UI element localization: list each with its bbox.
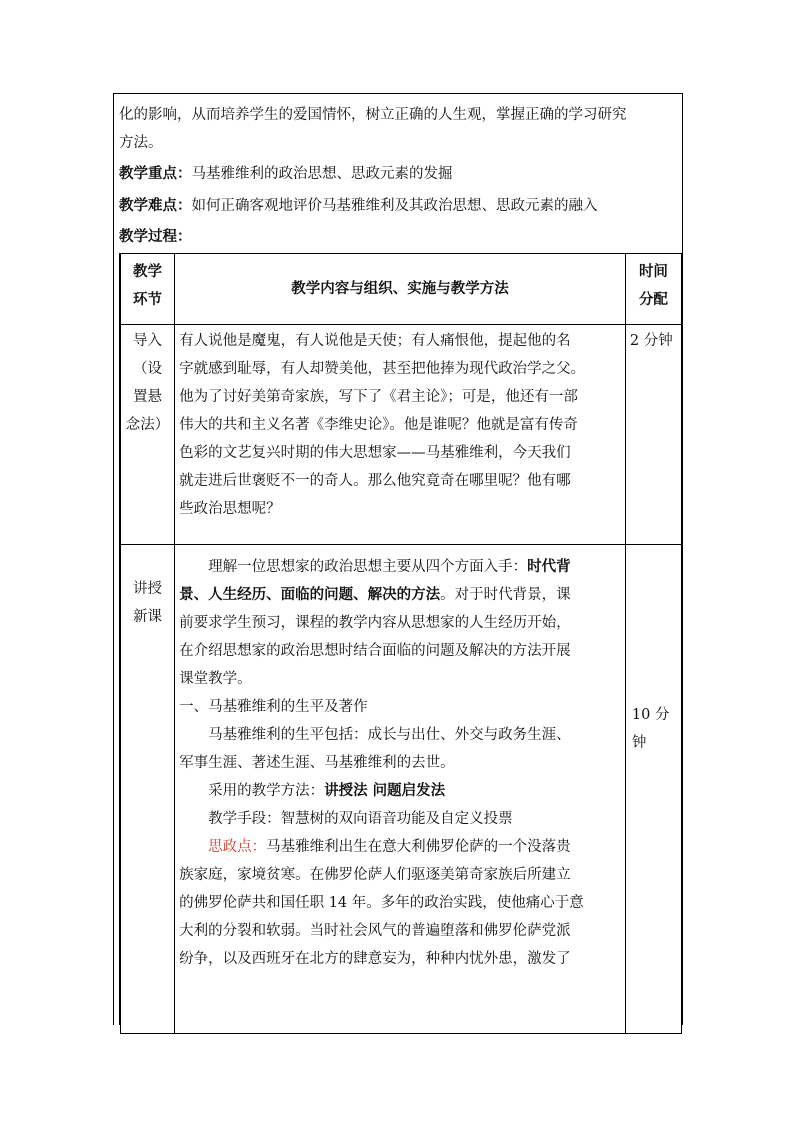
time-lecture-line2: 钟 <box>631 735 647 751</box>
content-lecture <box>175 545 626 1034</box>
time-intro: 2 分钟 <box>625 325 681 545</box>
table-row-lecture <box>121 545 682 1034</box>
method-text: 讲授法 问题启发法 <box>324 782 446 799</box>
life-line1: 马基雅维利的生平包括：成长与出仕、外交与政务生涯、 <box>208 727 571 743</box>
lecture-p1-line4: 在介绍思想家的政治思想时结合面临的问题及解决的方法开展 <box>179 643 571 659</box>
header-stage-line1: 教学 <box>133 263 163 280</box>
stage-lecture <box>121 545 175 1034</box>
stage-lecture-line1: 讲授 <box>133 581 163 597</box>
key-points-label: 教学重点： <box>119 165 192 182</box>
szd-text1: 马基雅维利出生在意大利佛罗伦萨的一个没落贵 <box>266 839 571 855</box>
lecture-p1-line2 <box>175 581 625 609</box>
life-line2: 军事生涯、著述生涯、马基雅维利的去世。 <box>179 755 455 771</box>
key-points-text: 马基雅维利的政治思想、思政元素的发掘 <box>191 166 453 182</box>
intro-content-line: 些政治思想呢？ <box>179 501 281 517</box>
lecture-p1-post: 。对于时代背景，课 <box>440 587 571 603</box>
szd-line5: 纷争，以及西班牙在北方的肆意妄为，种种内忧外患，激发了 <box>179 951 571 967</box>
intro-content-line: 字就感到耻辱，有人却赞美他，甚至把他捧为现代政治学之父。 <box>179 361 586 377</box>
intro-line-1: 化的影响，从而培养学生的爱国情怀，树立正确的人生观，掌握正确的学习研究 <box>119 107 627 123</box>
szd-line2: 族家庭，家境贫寒。在佛罗伦萨人们驱逐美第奇家族后所建立 <box>179 867 571 883</box>
method-label: 采用的教学方法： <box>208 783 325 799</box>
content-intro <box>175 325 626 545</box>
section-heading: 一、马基雅维利的生平及著作 <box>179 699 368 715</box>
intro-content-line: 有人说他是魔鬼，有人说他是天使；有人痛恨他，提起他的名 <box>179 333 571 349</box>
szd-label: 思政点： <box>208 839 267 855</box>
lecture-p1-bold2: 景、人生经历、面临的问题、解决的方法 <box>179 586 441 603</box>
szd-line3: 的佛罗伦萨共和国任职 14 年。多年的政治实践，使他痛心于意 <box>179 895 584 911</box>
key-points <box>119 160 453 188</box>
header-time-line2: 分配 <box>638 291 668 308</box>
stage-intro-line1: 导入 <box>133 333 163 349</box>
stage-intro-line4: 念法） <box>125 417 170 433</box>
lecture-p1-bold1: 时代背 <box>527 558 571 575</box>
lecture-p1-line3: 前要求学生预习，课程的教学内容从思想家的人生经历开始， <box>179 615 571 631</box>
table-header-row <box>121 254 682 325</box>
lecture-p1-pre: 理解一位思想家的政治思想主要从四个方面入手： <box>208 559 528 575</box>
lecture-p1-line5: 课堂教学。 <box>179 671 252 687</box>
header-content: 教学内容与组织、实施与教学方法 <box>175 254 626 325</box>
header-stage-line2: 环节 <box>133 291 163 308</box>
stage-intro-line3: 置悬 <box>133 389 163 405</box>
stage-intro <box>121 325 175 545</box>
stage-lecture-line2: 新课 <box>133 609 163 625</box>
szd-line4: 大利的分裂和软弱。当时社会风气的普遍堕落和佛罗伦萨党派 <box>179 923 571 939</box>
intro-content-line: 他为了讨好美第奇家族，写下了《君主论》；可是，他还有一部 <box>179 389 578 405</box>
process-label: 教学过程： <box>119 228 192 245</box>
teaching-method <box>175 777 625 805</box>
header-time-line1: 时间 <box>638 263 668 280</box>
header-time <box>625 254 681 325</box>
intro-content-line: 色彩的文艺复兴时期的伟大思想家——马基雅维利，今天我们 <box>179 445 571 461</box>
szd-line1 <box>175 833 625 861</box>
lecture-p1-line1 <box>175 553 625 581</box>
intro-content-line: 就走进后世褒贬不一的奇人。那么他究竟奇在哪里呢？他有哪 <box>179 473 571 489</box>
time-lecture-line1: 10 分 <box>631 707 670 723</box>
intro-line-2: 方法。 <box>119 135 163 151</box>
lesson-table <box>120 253 682 1034</box>
time-lecture <box>625 545 681 1034</box>
intro-content-line: 伟大的共和主义名著《李维史论》。他是谁呢？他就是富有传奇 <box>179 417 578 433</box>
header-stage <box>121 254 175 325</box>
table-row-intro <box>121 325 682 545</box>
teaching-means: 教学手段：智慧树的双向语音功能及自定义投票 <box>208 811 513 827</box>
difficulties <box>119 192 598 220</box>
stage-intro-line2: （设 <box>133 361 163 377</box>
difficulties-label: 教学难点： <box>119 197 192 214</box>
difficulties-text: 如何正确客观地评价马基雅维利及其政治思想、思政元素的融入 <box>191 198 598 214</box>
